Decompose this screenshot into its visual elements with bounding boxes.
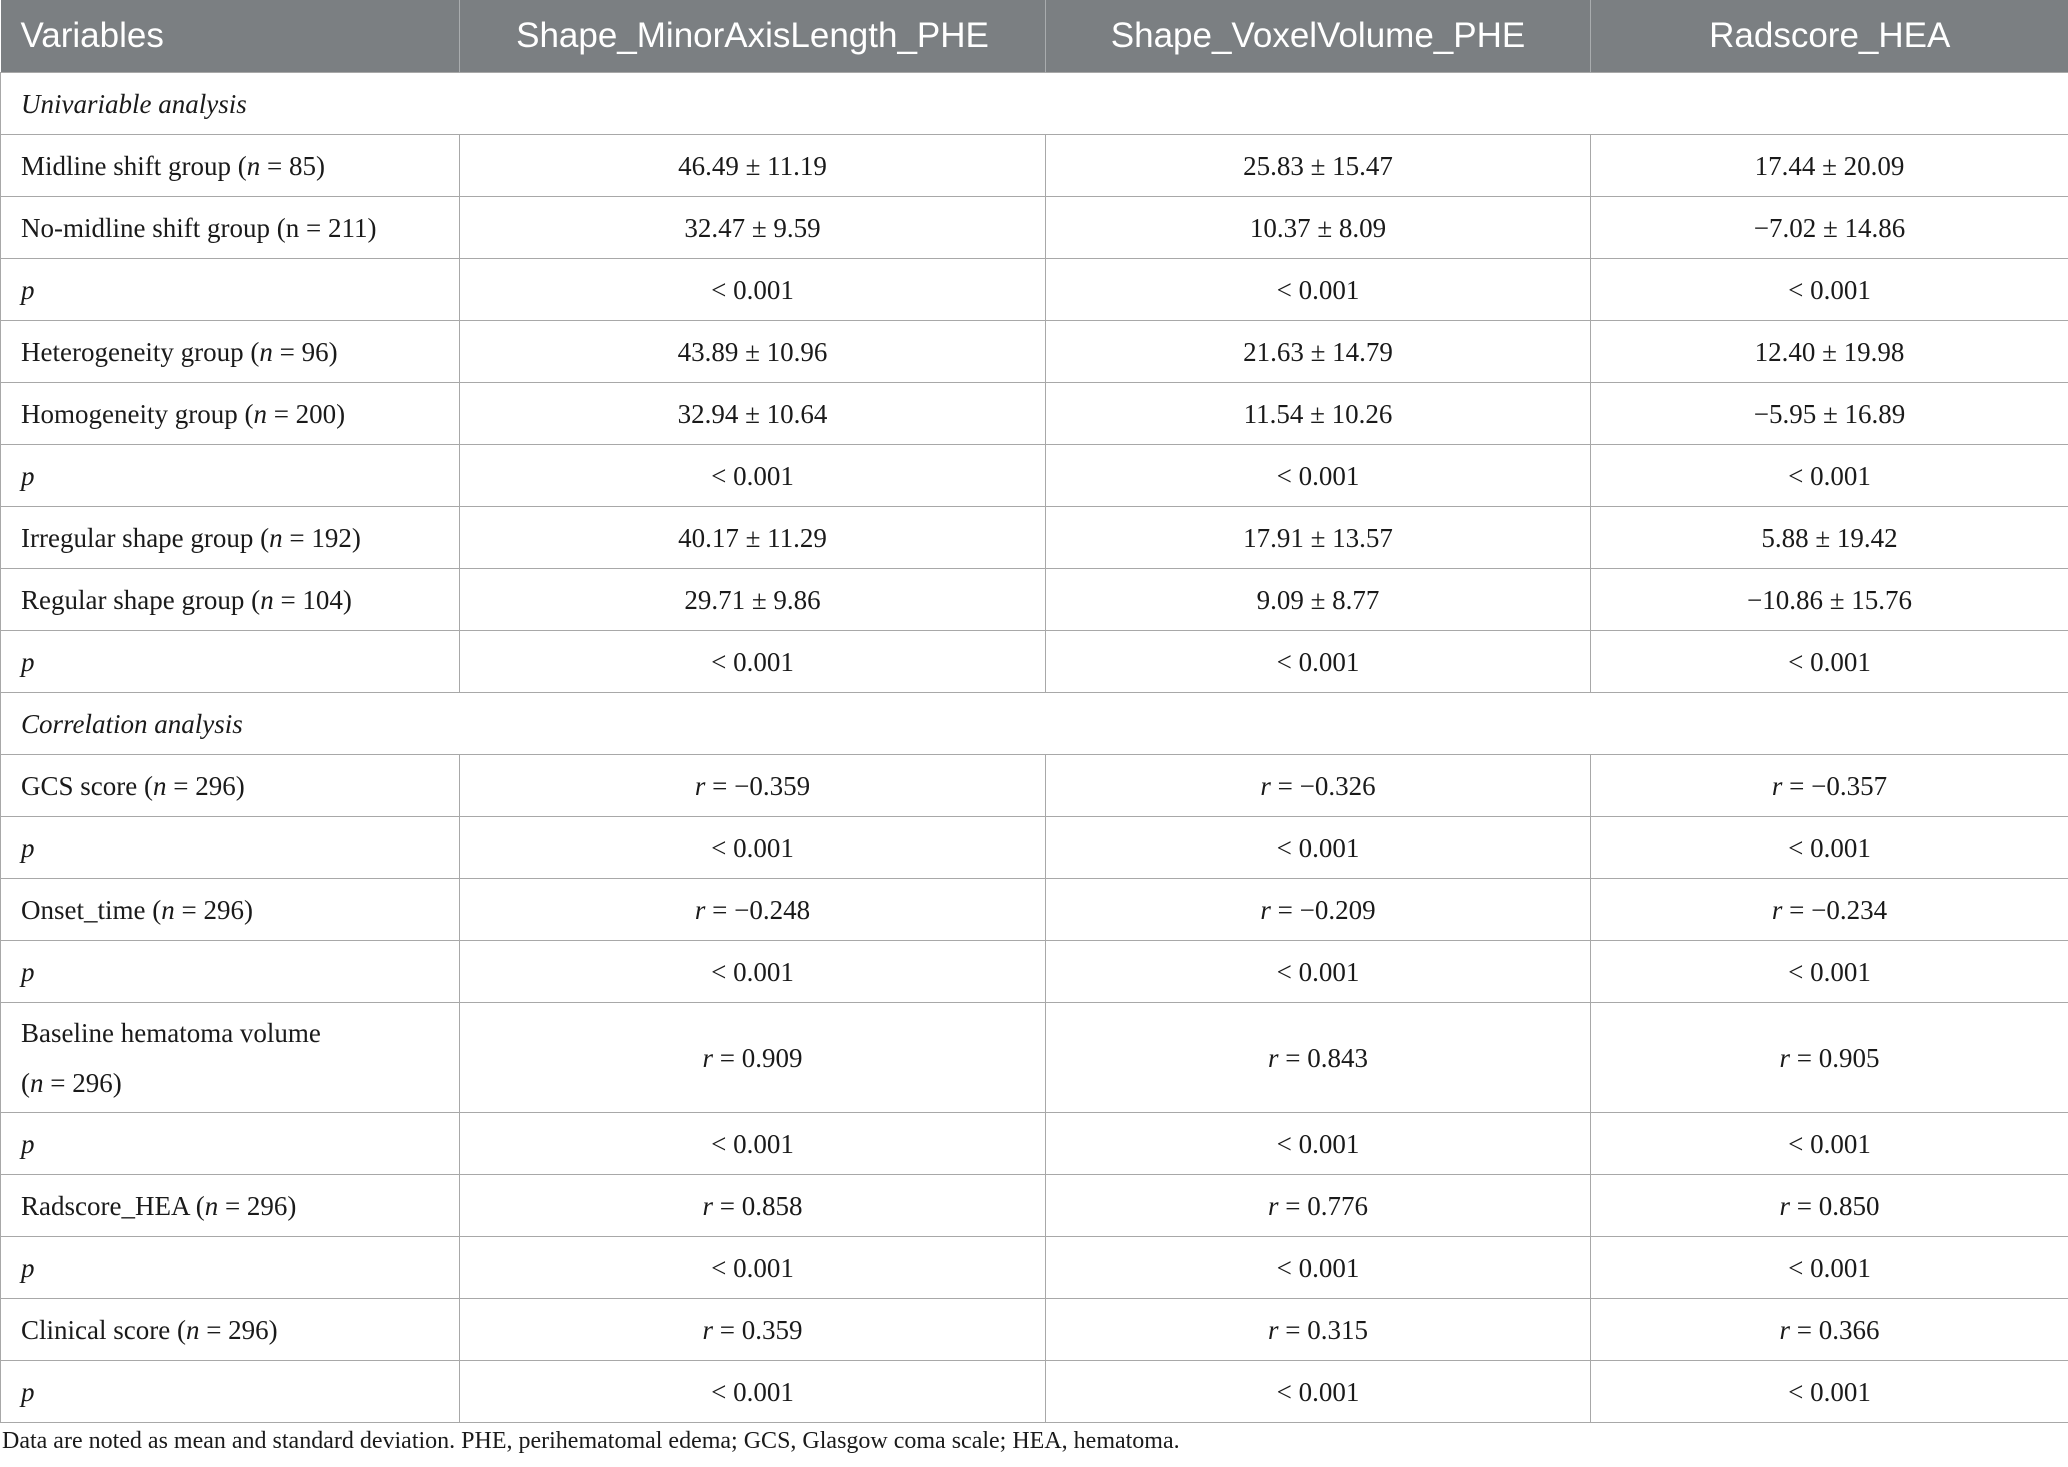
cell-r-value: r = −0.357 bbox=[1591, 755, 2068, 817]
cell-value: 9.09 ± 8.77 bbox=[1046, 569, 1591, 631]
row-label-p: p bbox=[1, 1361, 460, 1423]
cell-p-value: < 0.001 bbox=[1591, 941, 2068, 1003]
row-label-p: p bbox=[1, 631, 460, 693]
row-label-p: p bbox=[1, 1237, 460, 1299]
row-label: Heterogeneity group (n = 96) bbox=[1, 321, 460, 383]
row-label-p: p bbox=[1, 817, 460, 879]
row-label: Regular shape group (n = 104) bbox=[1, 569, 460, 631]
cell-value: −5.95 ± 16.89 bbox=[1591, 383, 2068, 445]
cell-r-value: r = −0.234 bbox=[1591, 879, 2068, 941]
cell-value: 29.71 ± 9.86 bbox=[460, 569, 1046, 631]
cell-value: 5.88 ± 19.42 bbox=[1591, 507, 2068, 569]
cell-value: 32.94 ± 10.64 bbox=[460, 383, 1046, 445]
cell-p-value: < 0.001 bbox=[1046, 941, 1591, 1003]
table-row bbox=[1, 507, 2068, 569]
table-row bbox=[1, 1113, 2068, 1175]
row-label-p: p bbox=[1, 445, 460, 507]
table-row bbox=[1, 1299, 2068, 1361]
row-label: Baseline hematoma volume (n = 296) bbox=[1, 1003, 460, 1113]
cell-p-value: < 0.001 bbox=[1591, 1237, 2068, 1299]
cell-r-value: r = 0.366 bbox=[1591, 1299, 2068, 1361]
col-header-radscore-hea: Radscore_HEA bbox=[1591, 0, 2068, 73]
table-row bbox=[1, 1003, 2068, 1113]
section-label: Univariable analysis bbox=[1, 73, 2068, 135]
cell-r-value: r = −0.326 bbox=[1046, 755, 1591, 817]
row-label-p: p bbox=[1, 1113, 460, 1175]
table-row bbox=[1, 879, 2068, 941]
table-row bbox=[1, 817, 2068, 879]
row-label-p: p bbox=[1, 941, 460, 1003]
cell-r-value: r = 0.776 bbox=[1046, 1175, 1591, 1237]
cell-r-value: r = 0.909 bbox=[460, 1003, 1046, 1113]
cell-p-value: < 0.001 bbox=[1591, 817, 2068, 879]
row-label-p: p bbox=[1, 259, 460, 321]
cell-p-value: < 0.001 bbox=[460, 817, 1046, 879]
header-row bbox=[1, 0, 2068, 73]
cell-value: 21.63 ± 14.79 bbox=[1046, 321, 1591, 383]
col-header-voxel-volume: Shape_VoxelVolume_PHE bbox=[1046, 0, 1591, 73]
table-row bbox=[1, 445, 2068, 507]
table-row bbox=[1, 1237, 2068, 1299]
cell-r-value: r = 0.315 bbox=[1046, 1299, 1591, 1361]
table-row bbox=[1, 941, 2068, 1003]
cell-value: 17.91 ± 13.57 bbox=[1046, 507, 1591, 569]
table-row bbox=[1, 569, 2068, 631]
section-row-correlation bbox=[1, 693, 2068, 755]
row-label: Homogeneity group (n = 200) bbox=[1, 383, 460, 445]
cell-p-value: < 0.001 bbox=[1046, 1361, 1591, 1423]
cell-r-value: r = 0.359 bbox=[460, 1299, 1046, 1361]
cell-value: 17.44 ± 20.09 bbox=[1591, 135, 2068, 197]
cell-p-value: < 0.001 bbox=[460, 941, 1046, 1003]
table-row bbox=[1, 135, 2068, 197]
cell-r-value: r = 0.905 bbox=[1591, 1003, 2068, 1113]
table-row bbox=[1, 259, 2068, 321]
cell-p-value: < 0.001 bbox=[460, 1237, 1046, 1299]
cell-p-value: < 0.001 bbox=[460, 259, 1046, 321]
cell-value: 40.17 ± 11.29 bbox=[460, 507, 1046, 569]
cell-p-value: < 0.001 bbox=[1046, 631, 1591, 693]
cell-value: 25.83 ± 15.47 bbox=[1046, 135, 1591, 197]
cell-r-value: r = −0.248 bbox=[460, 879, 1046, 941]
cell-r-value: r = 0.850 bbox=[1591, 1175, 2068, 1237]
cell-p-value: < 0.001 bbox=[1046, 1237, 1591, 1299]
cell-value: 46.49 ± 11.19 bbox=[460, 135, 1046, 197]
cell-p-value: < 0.001 bbox=[1046, 817, 1591, 879]
cell-value: −10.86 ± 15.76 bbox=[1591, 569, 2068, 631]
row-label: Irregular shape group (n = 192) bbox=[1, 507, 460, 569]
table-row bbox=[1, 321, 2068, 383]
section-row-univariable bbox=[1, 73, 2068, 135]
cell-p-value: < 0.001 bbox=[460, 445, 1046, 507]
cell-r-value: r = −0.209 bbox=[1046, 879, 1591, 941]
cell-p-value: < 0.001 bbox=[1591, 631, 2068, 693]
col-header-variables: Variables bbox=[1, 0, 460, 73]
cell-p-value: < 0.001 bbox=[1046, 1113, 1591, 1175]
cell-r-value: r = 0.858 bbox=[460, 1175, 1046, 1237]
table-footnote: Data are noted as mean and standard deviation. PHE, perihematomal edema; GCS, Glasgow coma scale; HEA, hematoma. bbox=[2, 1428, 1180, 1454]
cell-value: 10.37 ± 8.09 bbox=[1046, 197, 1591, 259]
cell-value: 12.40 ± 19.98 bbox=[1591, 321, 2068, 383]
cell-p-value: < 0.001 bbox=[1591, 1113, 2068, 1175]
cell-value: 43.89 ± 10.96 bbox=[460, 321, 1046, 383]
cell-p-value: < 0.001 bbox=[1591, 259, 2068, 321]
row-label: No-midline shift group (n = 211) bbox=[1, 197, 460, 259]
row-label: Clinical score (n = 296) bbox=[1, 1299, 460, 1361]
row-label: Onset_time (n = 296) bbox=[1, 879, 460, 941]
section-label: Correlation analysis bbox=[1, 693, 2068, 755]
row-label: Midline shift group (n = 85) bbox=[1, 135, 460, 197]
cell-r-value: r = −0.359 bbox=[460, 755, 1046, 817]
table-row bbox=[1, 383, 2068, 445]
table-row bbox=[1, 1175, 2068, 1237]
cell-p-value: < 0.001 bbox=[1591, 445, 2068, 507]
col-header-minor-axis-length: Shape_MinorAxisLength_PHE bbox=[460, 0, 1046, 73]
cell-p-value: < 0.001 bbox=[1046, 259, 1591, 321]
cell-value: 11.54 ± 10.26 bbox=[1046, 383, 1591, 445]
cell-p-value: < 0.001 bbox=[1046, 445, 1591, 507]
cell-value: 32.47 ± 9.59 bbox=[460, 197, 1046, 259]
row-label: GCS score (n = 296) bbox=[1, 755, 460, 817]
row-label: Radscore_HEA (n = 296) bbox=[1, 1175, 460, 1237]
table-row bbox=[1, 1361, 2068, 1423]
cell-p-value: < 0.001 bbox=[460, 631, 1046, 693]
cell-r-value: r = 0.843 bbox=[1046, 1003, 1591, 1113]
table-row bbox=[1, 755, 2068, 817]
cell-p-value: < 0.001 bbox=[460, 1113, 1046, 1175]
table-row bbox=[1, 197, 2068, 259]
cell-p-value: < 0.001 bbox=[460, 1361, 1046, 1423]
cell-p-value: < 0.001 bbox=[1591, 1361, 2068, 1423]
cell-value: −7.02 ± 14.86 bbox=[1591, 197, 2068, 259]
table-row bbox=[1, 631, 2068, 693]
